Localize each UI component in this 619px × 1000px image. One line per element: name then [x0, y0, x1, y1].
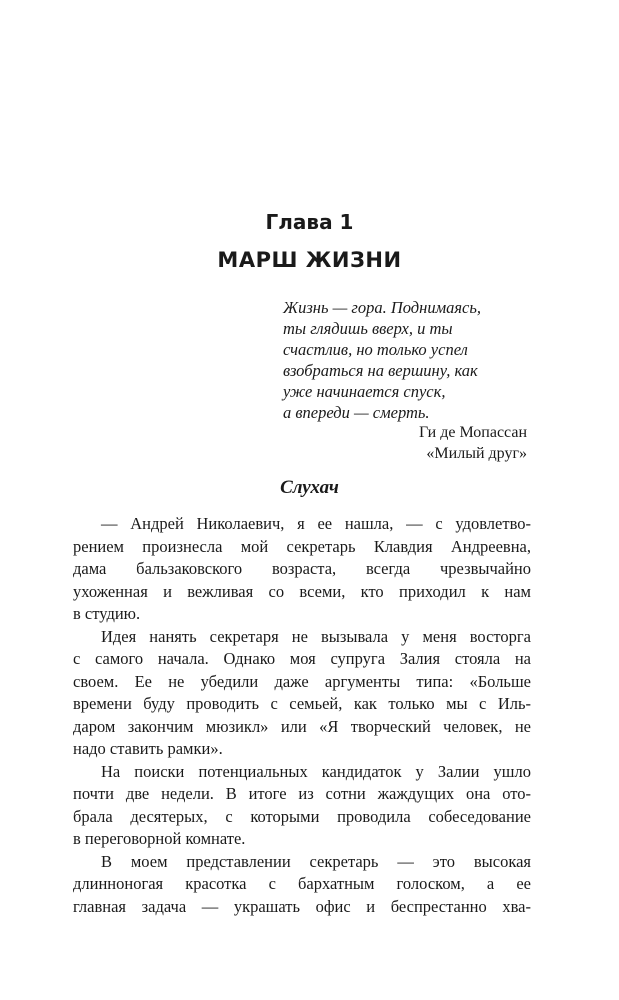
- body-line: В моем представлении секретарь — это высокая: [101, 851, 531, 871]
- body-line: своем. Ее не убедили даже аргументы типа: «Больше: [73, 671, 531, 691]
- body-line: даром закончим мюзикл» или «Я творческий человек, не: [73, 716, 531, 736]
- body-line: — Андрей Николаевич, я ее нашла, — с удовлетво-: [101, 514, 531, 533]
- body-line: ухоженная и вежливая со всеми, кто приходил к нам: [73, 581, 531, 601]
- epigraph-attribution: [419, 422, 527, 464]
- body-line: брала десятерых, с которыми проводила собеседование: [73, 806, 531, 826]
- body-line: длинноногая красотка с бархатным голоском, а ее: [73, 874, 531, 893]
- body-text: [73, 513, 531, 918]
- body-line: На поиски потенциальных кандидаток у Залии ушло: [101, 761, 531, 781]
- epigraph-line: а впереди — смерть.: [283, 403, 430, 422]
- body-line: надо ставить рамки».: [73, 739, 223, 758]
- body-line: Идея нанять секретаря не вызывала у меня восторга: [101, 626, 531, 646]
- epigraph-source: «Милый друг»: [426, 445, 527, 462]
- body-line: дама бальзаковского возраста, всегда чрезвычайно: [73, 559, 531, 578]
- epigraph-line: уже начинается спуск,: [283, 382, 446, 401]
- body-line: в переговорной комнате.: [73, 829, 246, 848]
- chapter-number: Глава 1: [265, 210, 354, 234]
- epigraph-line: Жизнь — гора. Поднимаясь,: [283, 298, 481, 317]
- epigraph-author: Ги де Мопассан: [419, 424, 527, 441]
- epigraph-line: взобраться на вершину, как: [283, 361, 478, 380]
- body-line: времени буду проводить с семьей, как только мы с Иль-: [73, 694, 531, 713]
- epigraph: [283, 297, 543, 423]
- body-line: почти две недели. В итоге из сотни жаждущих она ото-: [73, 784, 531, 803]
- body-line: с самого начала. Однако моя супруга Залия стояла на: [73, 649, 531, 668]
- chapter-title: МАРШ ЖИЗНИ: [217, 248, 402, 272]
- body-line: рением произнесла мой секретарь Клавдия Андреевна,: [73, 536, 531, 556]
- body-line: в студию.: [73, 604, 141, 623]
- epigraph-line: счастлив, но только успел: [283, 340, 468, 359]
- body-line: главная задача — украшать офис и беспрестанно хва-: [73, 896, 531, 916]
- section-title: Слухач: [280, 477, 339, 498]
- epigraph-line: ты глядишь вверх, и ты: [283, 319, 453, 338]
